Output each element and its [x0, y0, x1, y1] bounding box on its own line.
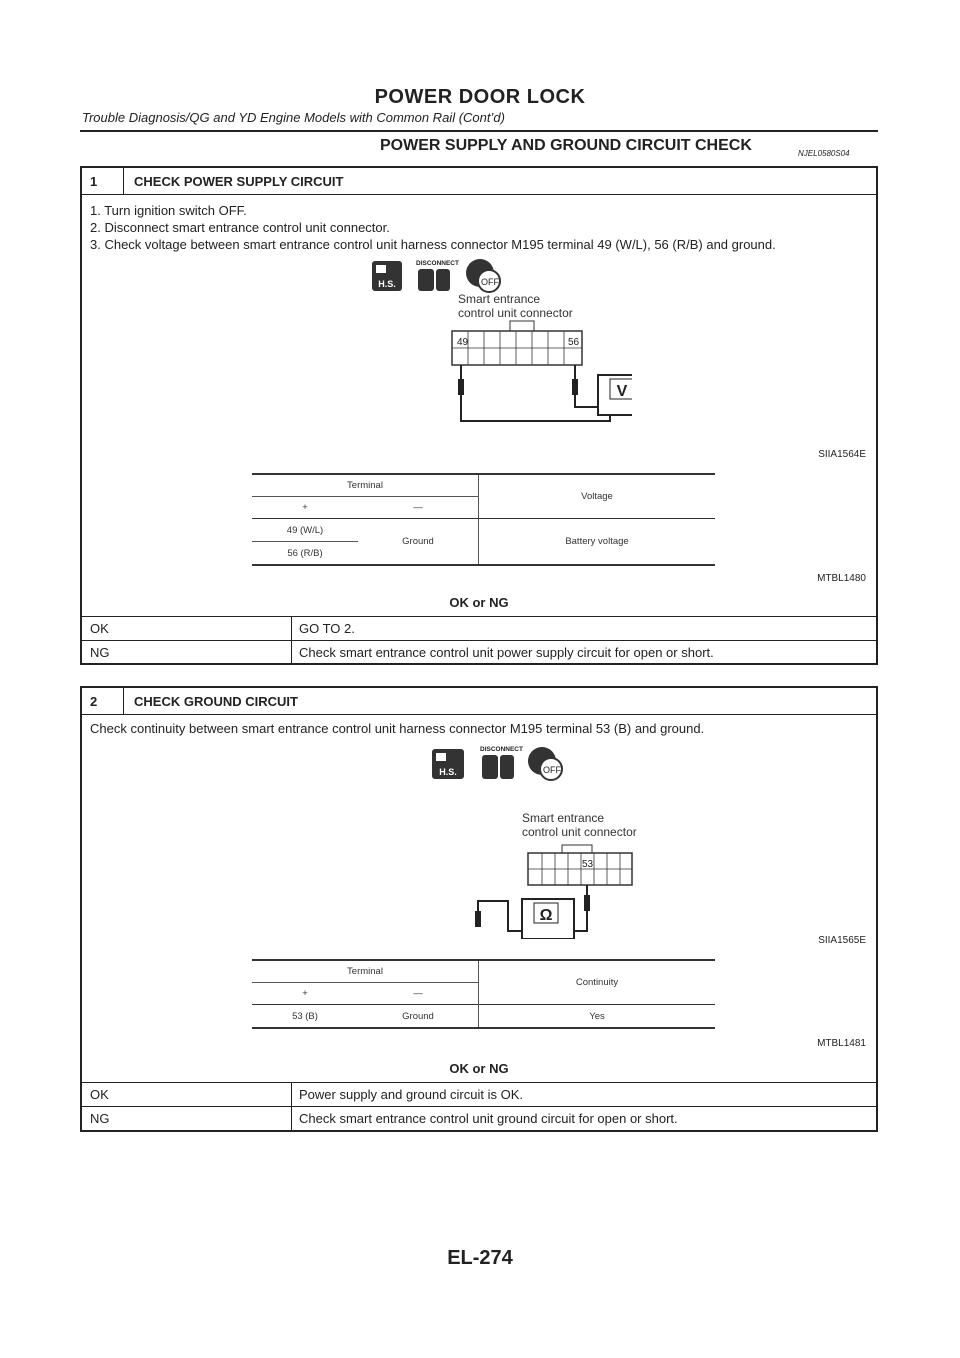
- meter-label: V: [616, 383, 628, 400]
- plus-header: +: [302, 502, 308, 513]
- connector: [452, 321, 582, 365]
- disconnect-icon: [416, 260, 459, 291]
- terminal-cell: 56 (R/B): [287, 547, 323, 559]
- terminal-cell: 53 (B): [292, 1010, 318, 1022]
- result-value: GO TO 2.: [299, 621, 355, 636]
- page-number: EL-274: [447, 1247, 513, 1269]
- terminal-table: [252, 473, 715, 566]
- ground-cell: Ground: [402, 536, 434, 547]
- result-key: OK: [82, 1083, 292, 1106]
- result-row-ng: [82, 1106, 876, 1130]
- terminal-table: [252, 959, 715, 1029]
- disconnect-label: DISCONNECT: [480, 746, 523, 753]
- pin-label: 53: [582, 859, 594, 870]
- connector-label: Smart entrance: [458, 292, 541, 306]
- connector: [528, 845, 632, 885]
- pin-label: 49: [457, 337, 469, 348]
- connector-label: control unit connector: [458, 306, 573, 320]
- section-title: POWER SUPPLY AND GROUND CIRCUIT CHECK: [380, 137, 752, 154]
- step-1-header: [82, 168, 876, 195]
- step-1-block: [80, 166, 878, 665]
- ignition-off-icon: [466, 259, 500, 292]
- hs-label: H.S.: [439, 767, 457, 777]
- minus-header: —: [413, 502, 423, 513]
- header-rule: [80, 130, 878, 132]
- off-label: OFF: [481, 277, 499, 287]
- ok-or-ng-label: OK or NG: [449, 595, 509, 610]
- table-code: MTBL1481: [817, 1038, 866, 1049]
- result-value: Check smart entrance control unit ground circuit for open or short.: [299, 1111, 678, 1126]
- instruction-line: 2. Disconnect smart entrance control unit connector.: [90, 220, 390, 235]
- result-row-ng: [82, 640, 876, 664]
- figure-code: SIIA1564E: [818, 449, 866, 460]
- instruction-line: 1. Turn ignition switch OFF.: [90, 203, 247, 218]
- value-cell: Battery voltage: [479, 519, 716, 566]
- instruction-line: Check continuity between smart entrance control unit harness connector M195 terminal 53 (B) and ground.: [90, 721, 705, 736]
- pin-label: 56: [568, 337, 580, 348]
- step-1-title: CHECK POWER SUPPLY CIRCUIT: [134, 173, 344, 189]
- continuity-check-diagram: [382, 743, 662, 939]
- voltage-check-diagram: [362, 257, 632, 437]
- result-key: OK: [82, 617, 292, 640]
- connector-label: Smart entrance: [522, 811, 605, 825]
- figure-code: SIIA1565E: [818, 935, 866, 946]
- result-key: NG: [82, 641, 292, 664]
- instruction-line: 3. Check voltage between smart entrance control unit harness connector M195 terminal 49 (W/L), 56 (R/B) and ground.: [90, 237, 776, 252]
- terminal-cell: 49 (W/L): [252, 519, 358, 542]
- step-2-header: [82, 688, 876, 715]
- off-label: OFF: [543, 765, 561, 775]
- meter-label: Ω: [539, 907, 553, 924]
- step-2-block: [80, 686, 878, 1132]
- terminal-header: Terminal: [252, 960, 479, 983]
- plus-header: +: [302, 988, 308, 999]
- result-key: NG: [82, 1107, 292, 1130]
- page-subtitle: Trouble Diagnosis/QG and YD Engine Models with Common Rail (Cont’d): [82, 110, 505, 125]
- hs-label: H.S.: [378, 279, 396, 289]
- step-1-number: 1: [82, 168, 124, 194]
- disconnect-icon: [480, 746, 523, 779]
- hs-icon: [432, 749, 464, 779]
- value-header: Voltage: [479, 474, 716, 519]
- ignition-off-icon: [528, 747, 562, 780]
- step-2-number: 2: [82, 688, 124, 714]
- connector-label: control unit connector: [522, 825, 637, 839]
- minus-header: —: [413, 988, 423, 999]
- result-value: Power supply and ground circuit is OK.: [299, 1087, 523, 1102]
- step-2-title: CHECK GROUND CIRCUIT: [134, 693, 298, 709]
- table-code: MTBL1480: [817, 573, 866, 584]
- result-value: Check smart entrance control unit power supply circuit for open or short.: [299, 645, 714, 660]
- result-row-ok: [82, 616, 876, 640]
- result-row-ok: [82, 1082, 876, 1106]
- ground-cell: Ground: [402, 1010, 434, 1022]
- voltmeter-icon: [598, 375, 632, 415]
- terminal-header: Terminal: [252, 474, 479, 497]
- hs-icon: [372, 261, 402, 291]
- ohmmeter-icon: [522, 899, 574, 939]
- ok-or-ng-label: OK or NG: [449, 1061, 509, 1076]
- page-title: POWER DOOR LOCK: [374, 86, 586, 108]
- section-code: NJEL0580S04: [798, 149, 850, 158]
- disconnect-label: DISCONNECT: [416, 260, 459, 267]
- value-header: Continuity: [479, 960, 716, 1005]
- value-cell: Yes: [479, 1005, 716, 1029]
